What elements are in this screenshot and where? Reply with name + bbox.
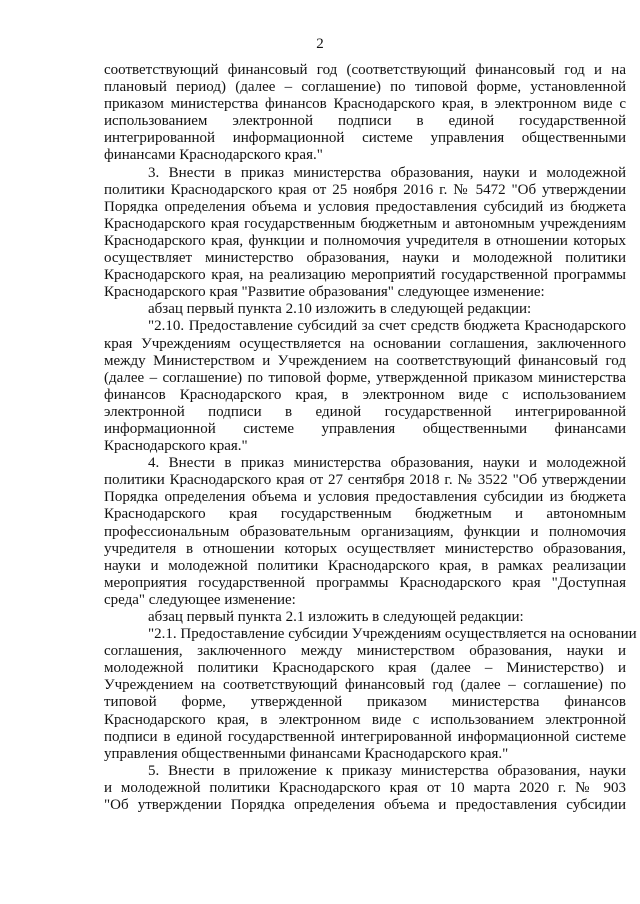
- text-line: подписи в единой государственной интегрированной информационной системе: [104, 728, 626, 745]
- text-line: науки и молодежной политики Краснодарского края, в рамках реализации: [104, 557, 626, 574]
- text-line: плановый период) (далее – соглашение) по типовой форме, установленной: [104, 79, 626, 96]
- text-line: "2.10. Предоставление субсидий за счет средств бюджета Краснодарского: [148, 318, 626, 335]
- text-line: типовой форме, утвержденной приказом министерства финансов: [104, 694, 626, 711]
- text-line: политики Краснодарского края от 25 ноября 2016 г. № 5472 "Об утверждении: [104, 181, 626, 198]
- text-line: (далее – соглашение) по типовой форме, утвержденной приказом министерства: [104, 369, 626, 386]
- text-line: между Министерством и Учреждением на соответствующий финансовый год: [104, 352, 626, 369]
- text-line: использованием электронной подписи в единой государственной: [104, 113, 626, 130]
- text-line: Краснодарского края государственным бюджетным и автономным: [104, 506, 626, 523]
- text-line: финансов Краснодарского края, в электронном виде с использованием: [104, 386, 626, 403]
- text-line: информационной системе управления общественными финансами: [104, 420, 626, 437]
- text-line: учредителя в отношении которых осуществляет министерство образования,: [104, 540, 626, 557]
- document-body: [104, 62, 637, 814]
- text-line: управления общественными финансами Краснодарского края.": [104, 745, 509, 762]
- text-line: "2.1. Предоставление субсидии Учреждениям осуществляется на основании: [148, 626, 637, 643]
- text-line: 5. Внести в приложение к приказу министерства образования, науки: [148, 762, 626, 779]
- text-line: Краснодарского края, на реализацию мероприятий государственной программы: [104, 267, 626, 284]
- text-line: "Об утверждении Порядка определения объема и предоставления субсидии: [104, 797, 626, 814]
- text-line: молодежной политики Краснодарского края (далее – Министерство) и: [104, 660, 626, 677]
- text-line: Краснодарского края, в электронном виде с использованием электронной: [104, 711, 626, 728]
- text-line: мероприятия государственной программы Краснодарского края "Доступная: [104, 574, 626, 591]
- text-line: Краснодарского края государственным бюджетным и автономным учреждениям: [104, 215, 626, 232]
- text-line: абзац первый пункта 2.1 изложить в следующей редакции:: [148, 609, 524, 625]
- text-line: соответствующий финансовый год (соответствующий финансовый год и на: [104, 62, 626, 78]
- text-line: 3. Внести в приказ министерства образования, науки и молодежной: [148, 164, 626, 181]
- page-number: 2: [316, 36, 324, 52]
- text-line: интегрированной информационной системе управления общественными: [104, 130, 626, 147]
- text-line: абзац первый пункта 2.10 изложить в следующей редакции:: [148, 301, 532, 318]
- text-line: политики Краснодарского края от 27 сентября 2018 г. № 3522 "Об утверждении: [104, 472, 626, 489]
- text-line: электронной подписи в единой государственной интегрированной: [104, 403, 626, 420]
- text-line: соглашения, заключенного между министерством образования, науки и: [104, 643, 626, 660]
- text-line: Учреждением на соответствующий финансовый год (далее – соглашение) по: [104, 677, 626, 694]
- text-line: осуществляет министерство образования, науки и молодежной политики: [104, 250, 626, 267]
- text-line: и молодежной политики Краснодарского края от 10 марта 2020 г. № 903: [104, 779, 626, 796]
- text-line: профессиональным образовательным организациям, функции и полномочия: [104, 523, 626, 540]
- text-line: среда" следующее изменение:: [104, 591, 296, 608]
- text-line: Краснодарского края, функции и полномочия учредителя в отношении которых: [104, 232, 626, 249]
- text-line: Порядка определения объема и условия предоставления субсидии из бюджета: [104, 489, 626, 506]
- text-line: финансами Краснодарского края.": [104, 147, 323, 164]
- text-line: 4. Внести в приказ министерства образования, науки и молодежной: [148, 455, 626, 472]
- text-line: Краснодарского края "Развитие образования" следующее изменение:: [104, 284, 545, 301]
- text-line: края Учреждениям осуществляется на основании соглашения, заключенного: [104, 335, 626, 352]
- text-line: Порядка определения объема и условия предоставления субсидий из бюджета: [104, 198, 626, 215]
- text-line: приказом министерства финансов Краснодарского края, в электронном виде с: [104, 96, 626, 113]
- text-line: Краснодарского края.": [104, 438, 248, 455]
